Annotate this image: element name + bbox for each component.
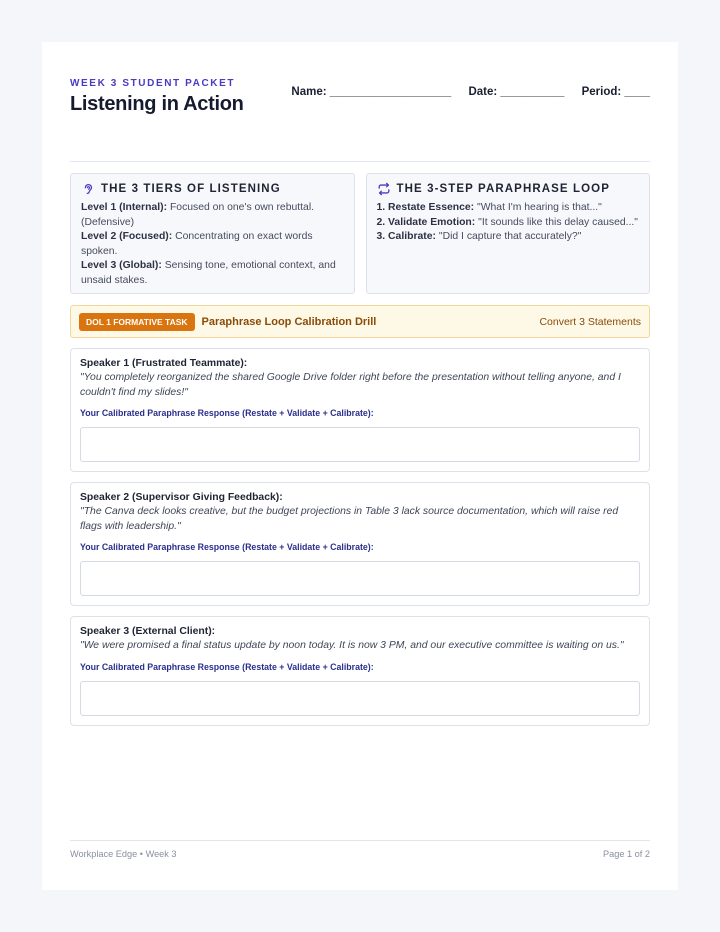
reference-cards [70,173,650,294]
speaker-card [70,482,650,606]
period-field[interactable]: Period: ____ [581,86,650,98]
loop-card-header [377,182,640,196]
loop-step: 1. Restate Essence: "What I'm hearing is that..." [376,202,602,213]
speaker-name: Speaker 2 (Supervisor Giving Feedback): [80,492,283,503]
tier-item: Level 3 (Global): Sensing tone, emotional context, and unsaid stakes. [81,260,336,286]
loop-step: 3. Calibrate: "Did I capture that accurately?" [376,231,582,242]
response-box[interactable] [80,561,640,596]
loop-heading: THE 3-STEP PARAPHRASE LOOP [396,183,610,195]
task-instruction: Convert 3 Statements [539,315,641,328]
packet-eyebrow: WEEK 3 STUDENT PACKET [70,78,236,89]
speaker-quote: "The Canva deck looks creative, but the budget projections in Table 3 lack source documentation, which will raise red flags with leadership." [80,506,619,532]
worksheet-page [42,42,678,890]
tiers-card-header [81,182,344,196]
speaker-quote: "You completely reorganized the shared Google Drive folder right before the presentation without telling anyone, and I couldn't find my slides!" [80,372,621,398]
speaker-name: Speaker 1 (Frustrated Teammate): [80,358,248,369]
speaker-card [70,348,650,472]
date-field[interactable]: Date: __________ [468,86,565,98]
loop-step: 2. Validate Emotion: "It sounds like this delay caused..." [376,216,638,228]
speaker-card [70,616,650,726]
page-number: Page 1 of 2 [603,849,650,859]
ear-icon [81,182,95,196]
name-field[interactable]: Name: ___________________ [291,86,452,98]
tier-item: Level 1 (Internal): Focused on one's own rebuttal. (Defensive) [81,202,315,228]
task-banner [70,305,650,338]
response-label: Your Calibrated Paraphrase Response (Restate + Validate + Calibrate): [80,542,374,552]
footer-course: Workplace Edge • Week 3 [70,849,177,859]
task-title: Paraphrase Loop Calibration Drill [201,315,377,328]
task-badge: DOL 1 FORMATIVE TASK [79,313,195,331]
response-label: Your Calibrated Paraphrase Response (Restate + Validate + Calibrate): [80,661,374,672]
loop-card [366,173,651,294]
tiers-card [70,173,355,294]
speaker-name: Speaker 3 (External Client): [80,626,216,637]
speaker-quote: "We were promised a final status update by noon today. It is now 3 PM, and our executive committee is waiting on us." [80,640,624,651]
student-info-fields [277,86,650,98]
response-box[interactable] [80,681,640,716]
page-header [70,78,650,162]
response-label: Your Calibrated Paraphrase Response (Restate + Validate + Calibrate): [80,408,374,418]
loop-arrows-icon [377,182,391,196]
tier-item: Level 2 (Focused): Concentrating on exact words spoken. [81,231,313,257]
page-title: Listening in Action [70,93,244,115]
page-footer [70,840,650,859]
response-box[interactable] [80,427,640,462]
tiers-heading: THE 3 TIERS OF LISTENING [101,183,281,195]
